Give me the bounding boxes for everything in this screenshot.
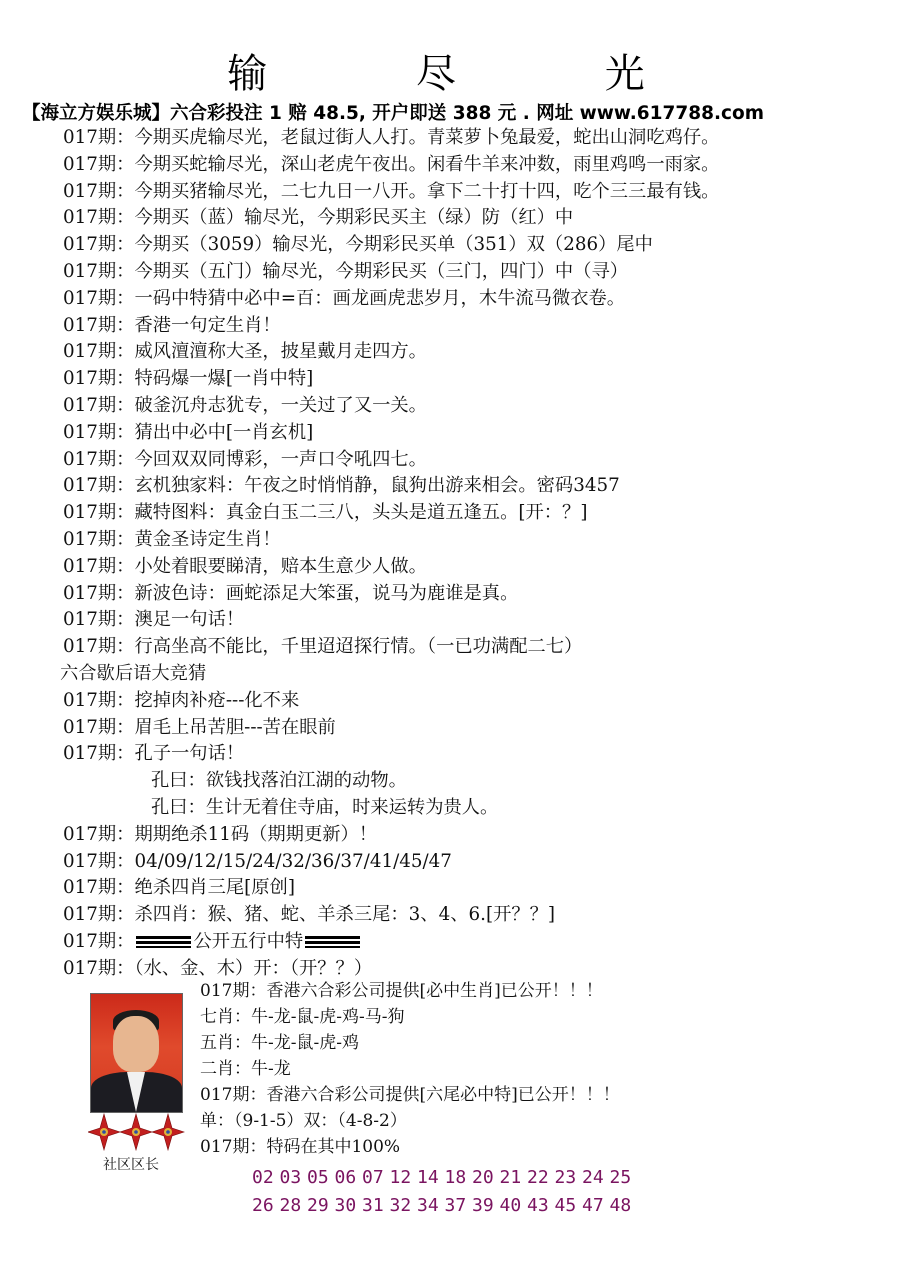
list-item: 017期：期期绝杀11码（期期更新）！ — [63, 823, 378, 845]
numbers-row-2 — [252, 1192, 637, 1220]
number-cell: 45 — [554, 1195, 577, 1216]
triple-bar-icon — [136, 936, 191, 948]
number-cell: 20 — [472, 1167, 494, 1188]
list-item: 017期：行高坐高不能比，千里迢迢探行情。（一已功满配二七） — [63, 636, 583, 658]
info-line: 七肖：牛-龙-鼠-虎-鸡-马-狗 — [200, 1007, 405, 1027]
number-cell: 05 — [307, 1167, 329, 1188]
list-item: 017期：眉毛上吊苦胆---苦在眼前 — [63, 716, 336, 738]
number-cell: 47 — [582, 1195, 604, 1216]
list-item — [63, 929, 893, 956]
number-cell: 48 — [609, 1195, 632, 1216]
list-item: 017期：04/09/12/15/24/32/36/37/41/45/47 — [63, 850, 452, 872]
list-item: 017期：今期买蛇输尽光，深山老虎午夜出。闲看牛羊来冲数，雨里鸡鸣一雨家。 — [63, 153, 720, 175]
list-item: 017期：杀四肖：猴、猪、蛇、羊杀三尾：3、4、6.[开？？] — [63, 904, 556, 926]
photo-caption: 社区区长 — [103, 1157, 159, 1173]
triple-bar-icon — [305, 936, 360, 948]
number-cell: 37 — [444, 1195, 467, 1216]
number-cell: 28 — [279, 1195, 302, 1216]
number-cell: 14 — [417, 1167, 439, 1188]
number-cell: 21 — [499, 1167, 522, 1188]
list-item: 017期：挖掉肉补疮---化不来 — [63, 689, 300, 711]
number-cell: 40 — [499, 1195, 522, 1216]
number-cell: 22 — [527, 1167, 549, 1188]
list-item: 017期：孔子一句话！ — [63, 743, 245, 765]
list-item: 017期：今期买（3059）输尽光，今期彩民买单（351）双（286）尾中 — [63, 234, 653, 256]
info-line: 017期：香港六合彩公司提供[六尾必中特]已公开！！！ — [200, 1085, 620, 1105]
prediction-list — [60, 125, 893, 983]
list-item: 017期：一码中特猜中必中=百：画龙画虎悲岁月，木牛流马微衣卷。 — [63, 287, 626, 309]
period-label: 017期： — [63, 930, 135, 952]
list-item: 017期：（水、金、木）开：（开？？） — [63, 957, 373, 979]
list-item: 017期：绝杀四肖三尾[原创] — [63, 877, 295, 899]
number-cell: 23 — [554, 1167, 577, 1188]
info-line: 单：（9-1-5）双：（4-8-2） — [200, 1111, 407, 1131]
list-item: 017期：藏特图料：真金白玉二三八，头头是道五逢五。[开：？] — [63, 502, 588, 524]
list-item: 017期：新波色诗：画蛇添足大笨蛋，说马为鹿谁是真。 — [63, 582, 519, 604]
number-cell: 29 — [307, 1195, 329, 1216]
number-cell: 07 — [362, 1167, 384, 1188]
list-item: 017期：今期买猪输尽光，二七九日一八开。拿下二十打十四，吃个三三最有钱。 — [63, 180, 720, 202]
medal-row — [88, 1110, 188, 1156]
ad-banner: 【海立方娱乐城】六合彩投注 1 赔 48.5, 开户即送 388 元 . 网址 www.617788.com — [22, 103, 764, 124]
section-heading: 六合歇后语大竞猜 — [60, 662, 207, 684]
list-item: 017期：玄机独家料：午夜之时悄悄静，鼠狗出游来相会。密码3457 — [63, 475, 620, 497]
number-cell: 18 — [444, 1167, 467, 1188]
number-cell: 26 — [252, 1195, 274, 1216]
list-item: 017期：破釜沉舟志犹专，一关过了又一关。 — [63, 394, 427, 416]
number-cell: 31 — [362, 1195, 384, 1216]
number-cell: 06 — [334, 1167, 357, 1188]
list-item: 孔曰：欲钱找落泊江湖的动物。 — [151, 770, 407, 792]
list-item: 017期：特码爆一爆[一肖中特] — [63, 368, 314, 390]
list-item: 017期：今回双双同博彩，一声口令吼四七。 — [63, 448, 427, 470]
number-cell: 32 — [389, 1195, 412, 1216]
info-line: 017期：特码在其中100% — [200, 1137, 401, 1157]
medal-icon — [88, 1110, 188, 1156]
list-item: 017期：今期买虎输尽光，老鼠过街人人打。青菜萝卜兔最爱，蛇出山洞吃鸡仔。 — [63, 127, 720, 148]
number-cell: 03 — [279, 1167, 302, 1188]
special-numbers — [252, 1164, 637, 1220]
info-line: 二肖：牛-龙 — [200, 1059, 291, 1079]
wuxing-label: 公开五行中特 — [193, 930, 304, 952]
numbers-row-1 — [252, 1164, 637, 1192]
list-item: 017期：威风澶澶称大圣，披星戴月走四方。 — [63, 341, 427, 363]
list-item: 017期：小处着眼要睇清，赔本生意少人做。 — [63, 555, 427, 577]
number-cell: 24 — [582, 1167, 604, 1188]
info-block — [200, 978, 890, 1160]
number-cell: 25 — [609, 1167, 632, 1188]
list-item: 017期：猜出中必中[一肖玄机] — [63, 421, 314, 443]
number-cell: 12 — [389, 1167, 412, 1188]
number-cell: 39 — [472, 1195, 494, 1216]
number-cell: 43 — [527, 1195, 549, 1216]
list-item: 017期：今期买（蓝）输尽光，今期彩民买主（绿）防（红）中 — [63, 207, 574, 229]
number-cell: 34 — [417, 1195, 439, 1216]
number-cell: 30 — [334, 1195, 357, 1216]
info-line: 五肖：牛-龙-鼠-虎-鸡 — [200, 1033, 359, 1053]
portrait-photo — [90, 993, 183, 1113]
number-cell: 02 — [252, 1167, 274, 1188]
list-item: 017期：黄金圣诗定生肖！ — [63, 528, 281, 550]
info-line: 017期：香港六合彩公司提供[必中生肖]已公开！！！ — [200, 981, 603, 1001]
list-item: 017期：澳足一句话！ — [63, 609, 245, 631]
list-item: 017期：香港一句定生肖！ — [63, 314, 281, 336]
page-title: 输 尽 光 — [227, 51, 713, 97]
list-item: 017期：今期买（五门）输尽光，今期彩民买（三门，四门）中（寻） — [63, 260, 629, 282]
list-item: 孔曰：生计无着住寺庙，时来运转为贵人。 — [151, 796, 499, 818]
